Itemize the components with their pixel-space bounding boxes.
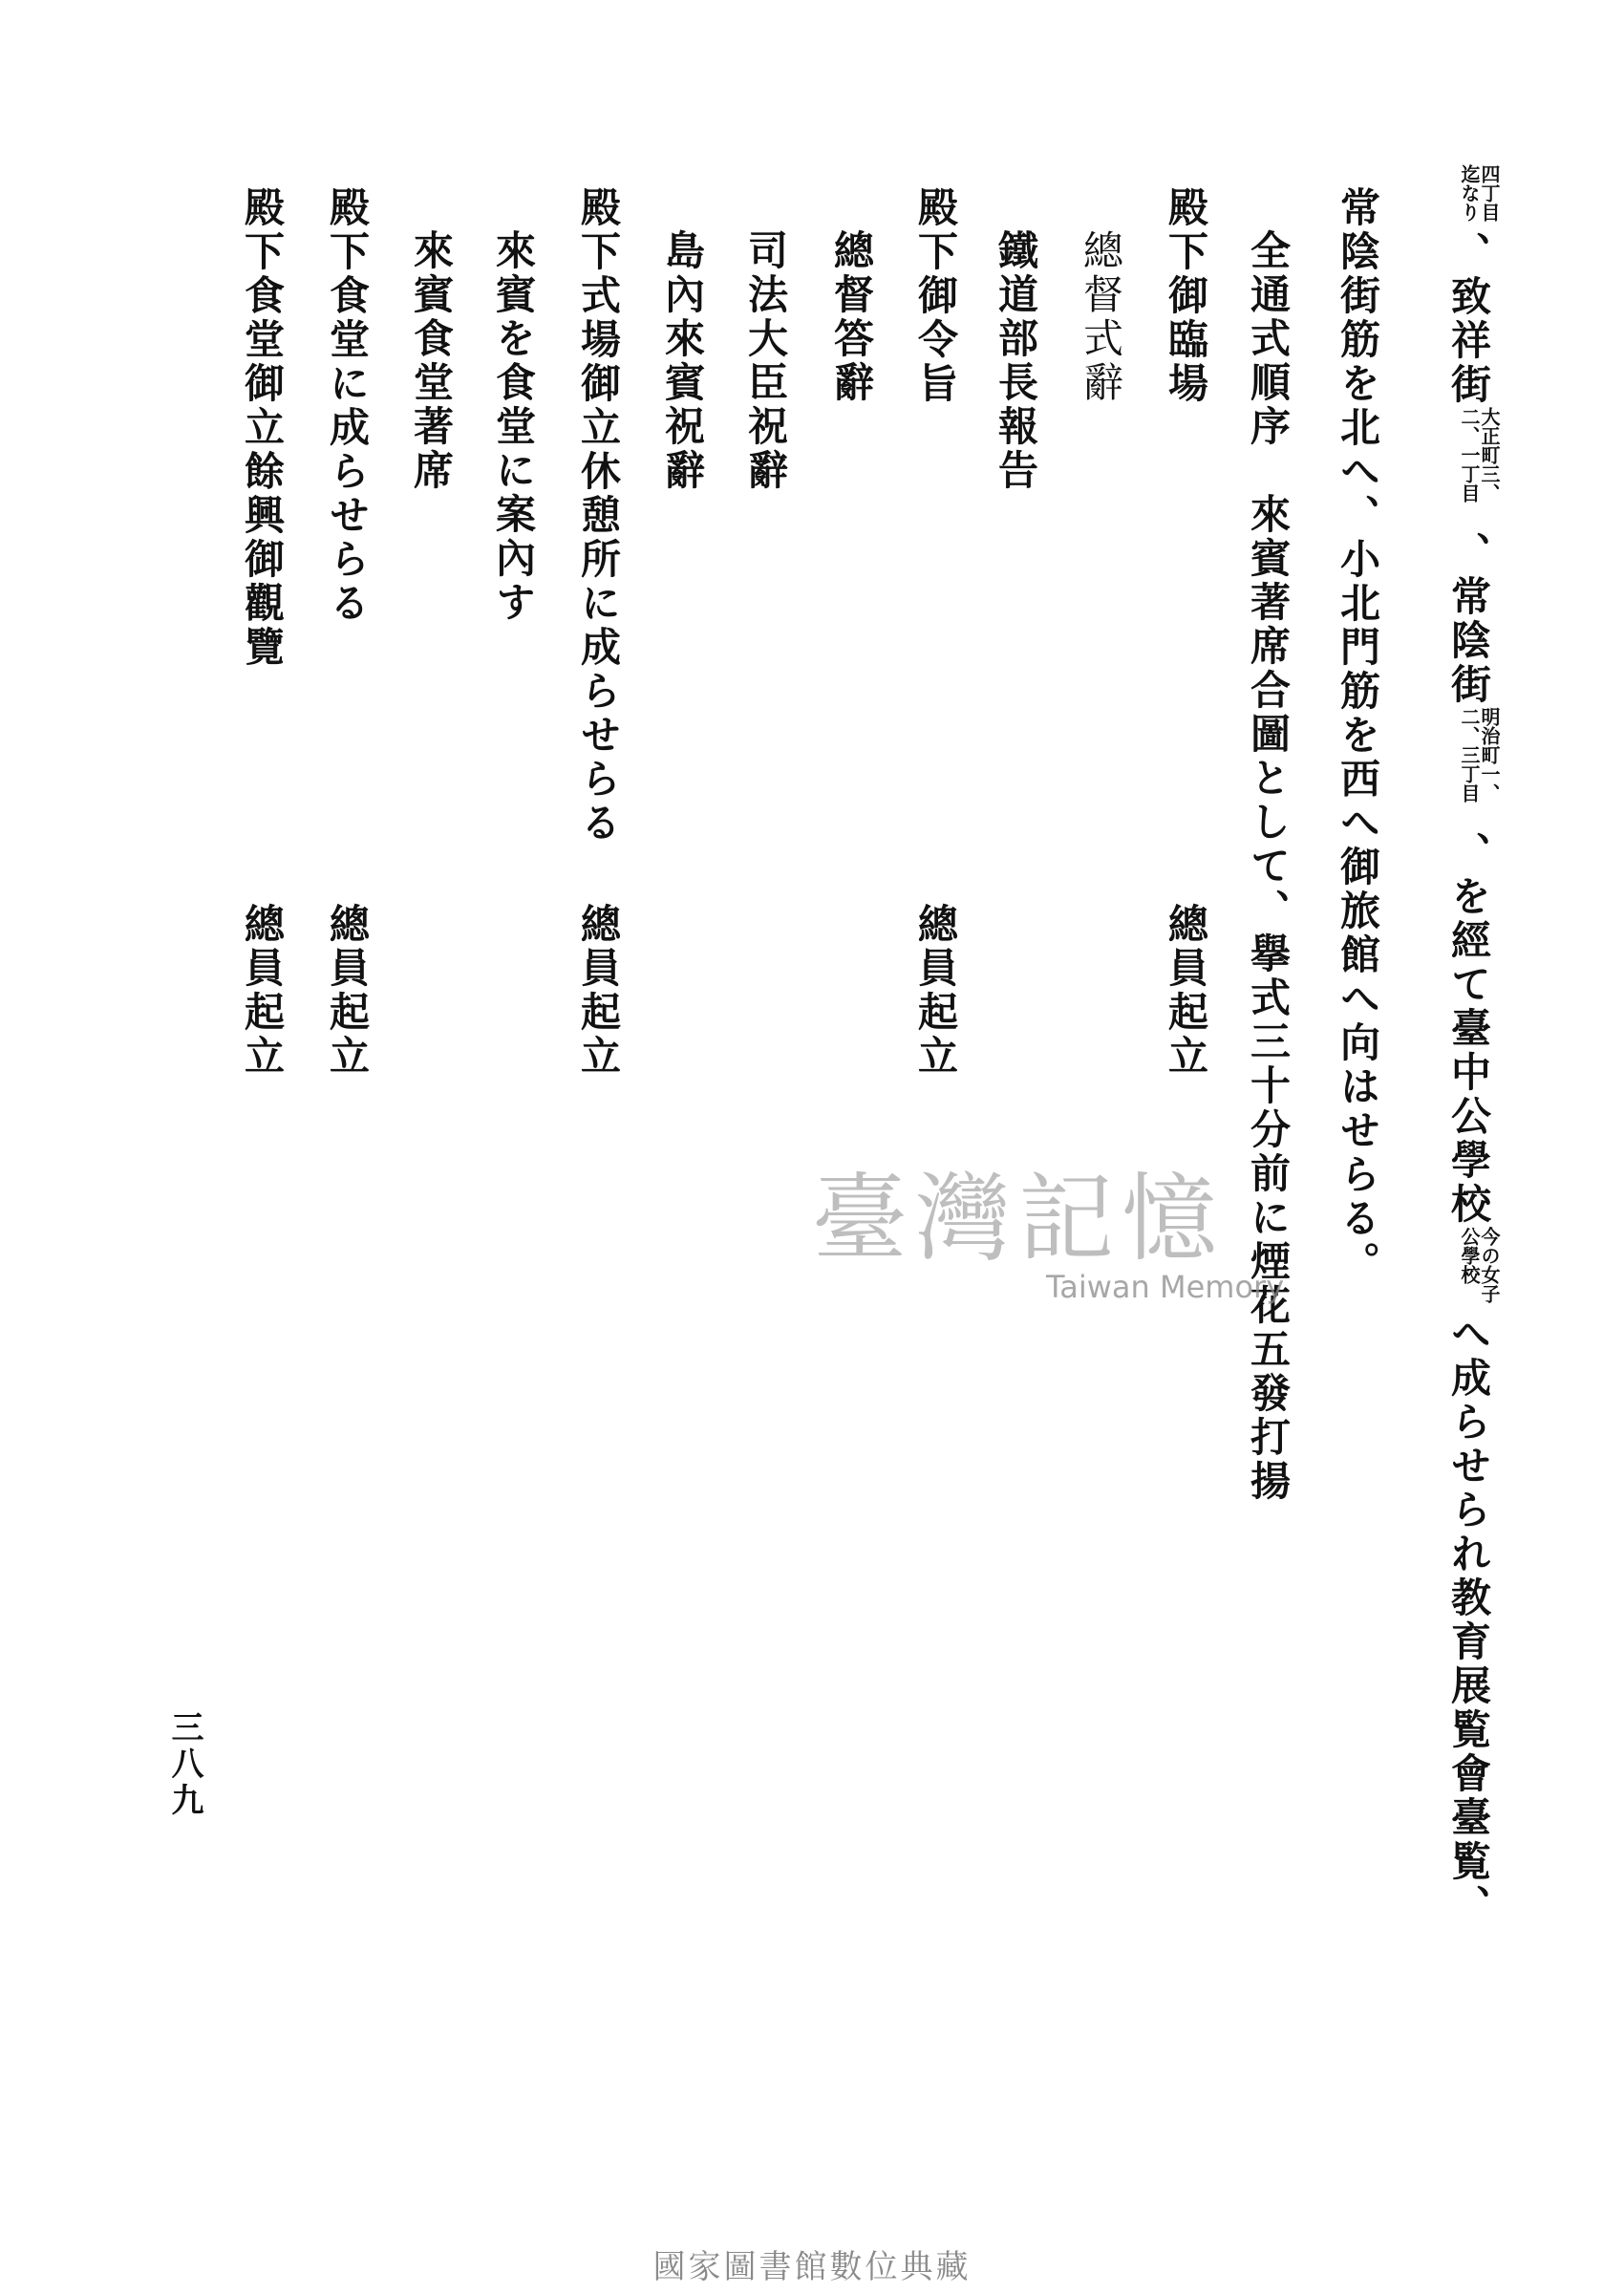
- text-column-9: 司法大臣祝辭: [742, 229, 789, 493]
- column-text: 、致祥街: [1445, 231, 1492, 407]
- column-text: へ成らせられ教育展覧會臺覧、: [1445, 1313, 1492, 1928]
- column-text: 、を經て臺中公學校: [1445, 831, 1492, 1227]
- text-column-15: 殿下食堂御立餘興御觀覽: [239, 186, 286, 670]
- library-footer: 國家圖書館數位典藏: [652, 2248, 972, 2286]
- text-column-6: 鐵道部長報告: [993, 229, 1039, 493]
- text-column-1: [1445, 164, 1501, 1928]
- inline-note: 今の女子公學校: [1458, 1227, 1501, 1303]
- inline-note: 四丁目迄なり: [1458, 164, 1501, 222]
- inline-note: 明治町一、二、三丁目: [1458, 707, 1501, 803]
- text-column-10: 島內來賓祝辭: [659, 229, 706, 493]
- column-text: 、常陰街: [1445, 531, 1492, 707]
- standing-note: 總員起立: [1163, 903, 1209, 1079]
- watermark-logo: 臺灣記憶: [812, 1163, 1225, 1275]
- page-number: 三八九: [165, 1710, 203, 1819]
- text-column-12: 來賓を食堂に案內す: [490, 229, 537, 625]
- inline-note: 大正町三、二、一丁目: [1458, 407, 1501, 503]
- text-column-7: 殿下御令旨: [912, 186, 959, 406]
- text-column-8: 總督答辭: [828, 229, 875, 405]
- text-column-2: 常陰街筋を北へ、小北門筋を西へ御旅館へ向はせらる。: [1335, 186, 1381, 1285]
- text-column-11: 殿下式場御立休憩所に成らせらる: [575, 186, 622, 846]
- watermark-subtitle: Taiwan Memory: [1046, 1269, 1285, 1305]
- text-column-3: 全通式順序 來賓著席合圖として、擧式三十分前に煙花五發打揚: [1245, 229, 1292, 1504]
- text-column-14: 殿下食堂に成らせらる: [324, 186, 371, 626]
- text-column-13: 來賓食堂著席: [408, 229, 455, 493]
- standing-note: 總員起立: [239, 903, 286, 1079]
- standing-note: 總員起立: [912, 903, 959, 1079]
- standing-note: 總員起立: [575, 903, 622, 1079]
- standing-note: 總員起立: [324, 903, 371, 1079]
- text-column-4: 殿下御臨場: [1163, 186, 1209, 406]
- text-column-5: 總督式辭: [1078, 229, 1124, 405]
